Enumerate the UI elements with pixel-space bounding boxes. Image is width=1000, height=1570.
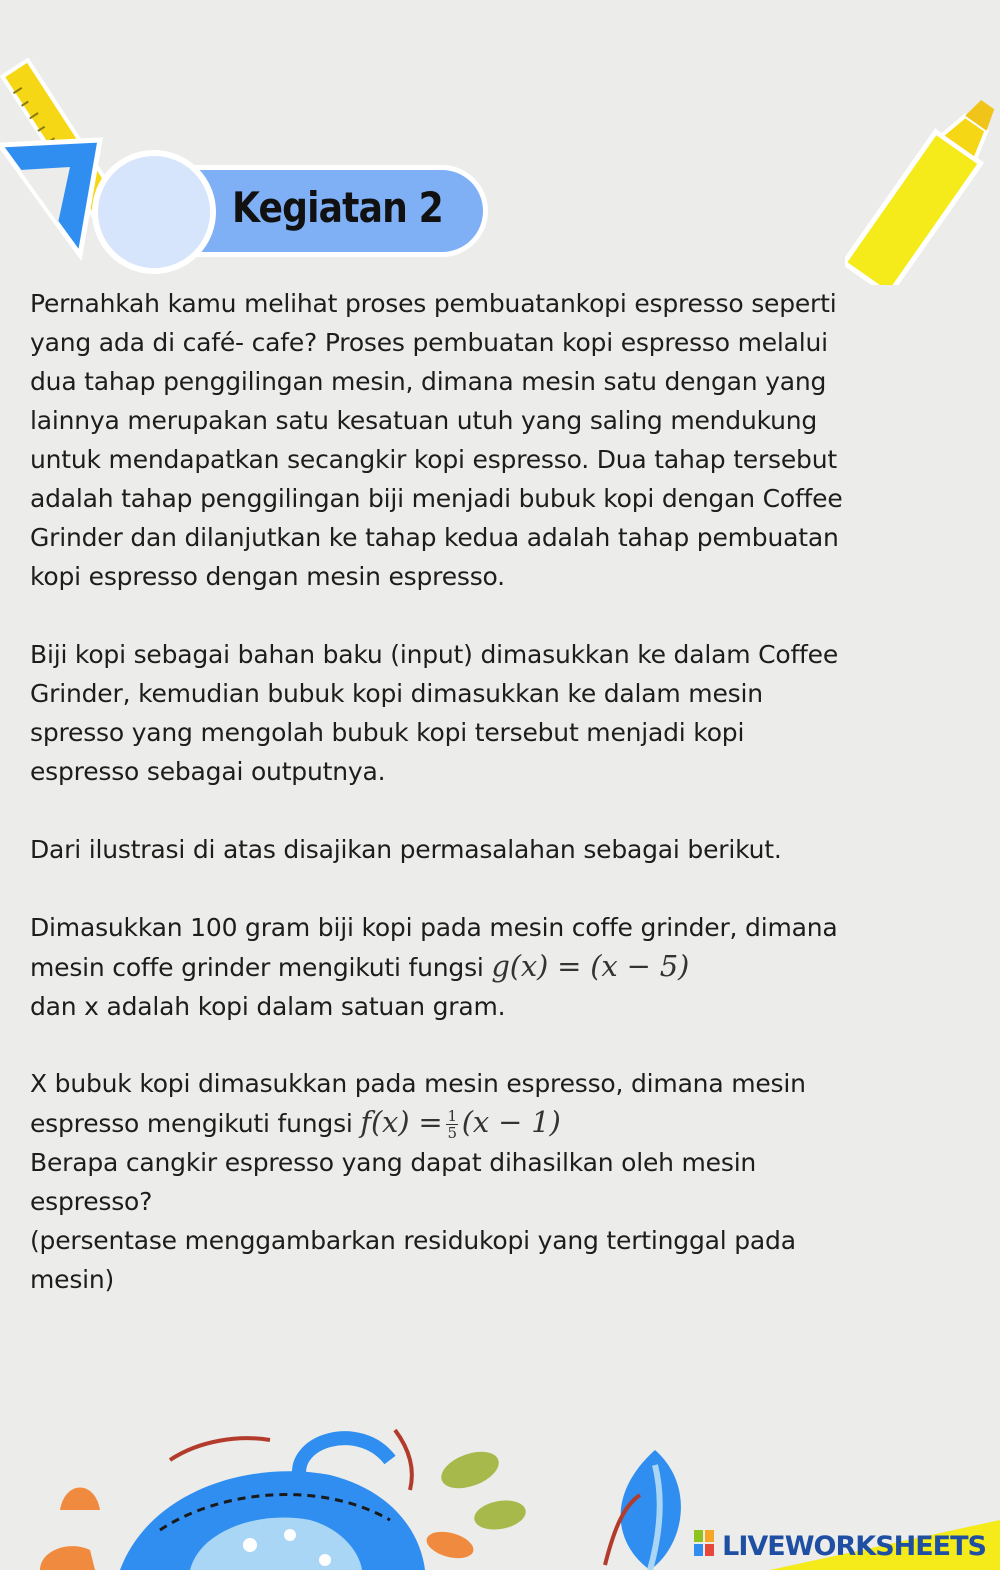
- paragraph-intro: Pernahkah kamu melihat proses pembuatankopi espresso seperti yang ada di café- cafe? Proses pembuatan kopi espresso melalui dua tahap penggilingan mesin, dimana mesin satu dengan yang lainnya merupakan satu kesatuan utuh yang saling mendukung untuk mendapatkan secangkir kopi espresso. Dua tahap tersebut adalah tahap penggilingan biji menjadi bubuk kopi dengan Coffee Grinder dan dilanjutkan ke tahap kedua adalah tahap pembuatan kopi espresso dengan mesin espresso.: [30, 289, 843, 591]
- espresso-question: Berapa cangkir espresso yang dapat dihasilkan oleh mesin espresso? (persentase menggambarkan residukopi yang tertinggal pada mesin): [30, 1148, 796, 1294]
- page-title: Kegiatan 2: [232, 183, 443, 232]
- fraction-numerator: 1: [447, 1106, 457, 1125]
- grinder-line-1: Dimasukkan 100 gram biji kopi pada mesin coffe grinder, dimana: [30, 913, 838, 942]
- espresso-formula: [360, 1105, 561, 1142]
- fraction-denominator: 5: [447, 1123, 457, 1142]
- header-circle: [92, 150, 216, 274]
- kettle-illustration: [0, 1420, 560, 1570]
- paragraph-problem-intro: Dari ilustrasi di atas disajikan permasalahan sebagai berikut.: [30, 835, 782, 864]
- paragraph-grinder: [30, 908, 990, 1026]
- espresso-line-1: X bubuk kopi dimasukkan pada mesin espresso, dimana mesin: [30, 1069, 806, 1098]
- paragraph-espresso: [30, 1064, 990, 1299]
- highlighter-icon: [845, 95, 1000, 285]
- grinder-line-3: dan x adalah kopi dalam satuan gram.: [30, 992, 506, 1021]
- grinder-line-2: mesin coffe grinder mengikuti fungsi: [30, 953, 484, 982]
- formula-fraction: [446, 1108, 457, 1141]
- espresso-line-2: espresso mengikuti fungsi: [30, 1109, 353, 1138]
- liveworksheets-logo-icon: [694, 1530, 714, 1556]
- formula-lhs: f(x) =: [360, 1105, 443, 1139]
- formula-rhs: (x − 1): [461, 1105, 561, 1139]
- brand-logo-text: LIVEWORKSHEETS: [722, 1531, 986, 1562]
- grinder-formula: g(x) = (x − 5): [491, 949, 690, 983]
- paragraph-process: Biji kopi sebagai bahan baku (input) dimasukkan ke dalam Coffee Grinder, kemudian bubuk kopi dimasukkan ke dalam mesin spresso yang mengolah bubuk kopi tersebut menjadi kopi espresso sebagai outputnya.: [30, 640, 839, 786]
